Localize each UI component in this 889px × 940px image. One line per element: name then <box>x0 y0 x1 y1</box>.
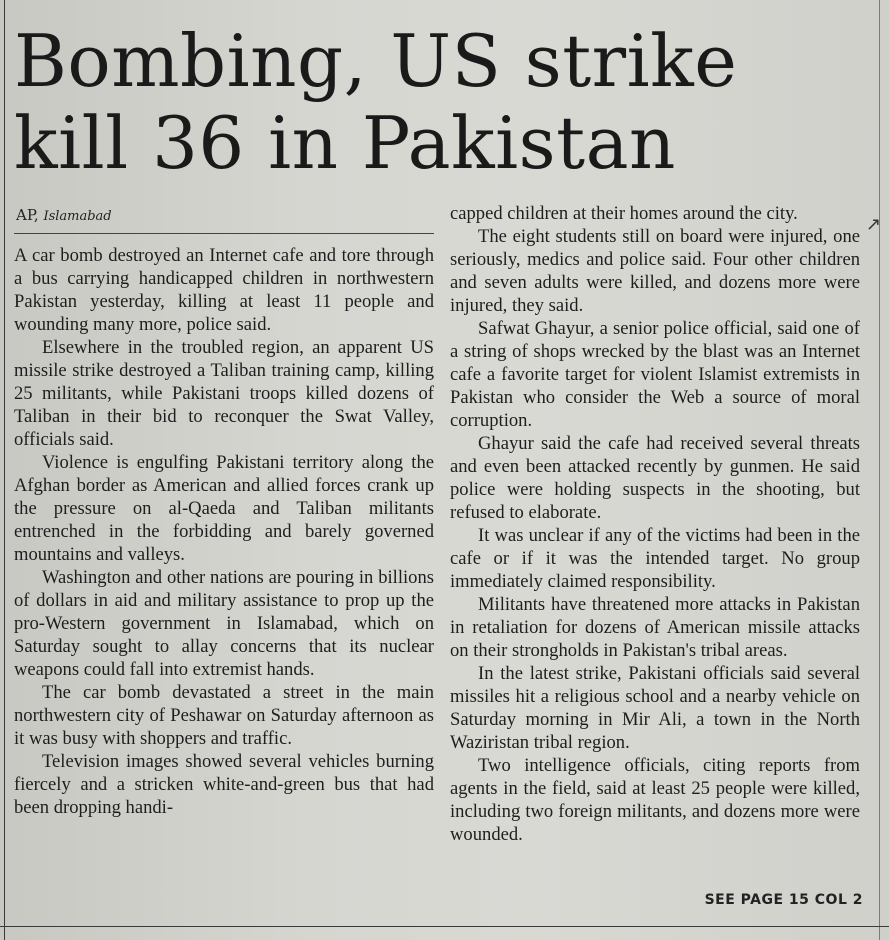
article-column-left <box>14 244 434 819</box>
right-page-edge-rule <box>879 0 880 940</box>
byline-agency: AP, <box>16 206 39 224</box>
paragraph: Elsewhere in the troubled region, an apparent US missile strike destroyed a Taliban training camp, killing 25 militants, while Pakistani troops killed dozens of Taliban in their bid to reconquer the Swat Valley, officials said. <box>14 337 434 450</box>
left-column-rule <box>4 0 5 940</box>
paragraph: The eight students still on board were injured, one seriously, medics and police said. Four other children and seven adults were killed, and dozens more were injured, they said. <box>450 226 860 316</box>
headline-line-2: kill 36 in Pakistan <box>14 101 676 185</box>
paragraph: Ghayur said the cafe had received several threats and even been attacked recently by gunmen. He said police were holding suspects in the shooting, but refused to elaborate. <box>450 433 860 523</box>
byline <box>16 206 112 224</box>
paragraph: Militants have threatened more attacks in Pakistan in retaliation for dozens of American missile attacks on their strongholds in Pakistan's tribal areas. <box>450 594 860 661</box>
byline-rule <box>14 233 434 234</box>
byline-place: Islamabad <box>43 209 112 224</box>
paragraph: It was unclear if any of the victims had been in the cafe or if it was the intended target. No group immediately claimed responsibility. <box>450 525 860 592</box>
paragraph-continuation: capped children at their homes around the city. <box>450 203 798 224</box>
margin-arrow-icon: ↗ <box>866 214 882 235</box>
paragraph: In the latest strike, Pakistani officials said several missiles hit a religious school and a nearby vehicle on Saturday morning in Mir Ali, a town in the North Waziristan tribal region. <box>450 663 860 753</box>
paragraph: Safwat Ghayur, a senior police official, said one of a string of shops wrecked by the blast was an Internet cafe a favorite target for violent Islamist extremists in Pakistan who consider the Web a source of moral corruption. <box>450 318 860 431</box>
article-column-right <box>450 202 860 846</box>
bottom-rule <box>0 926 889 927</box>
paragraph: Two intelligence officials, citing reports from agents in the field, said at least 25 people were killed, including two foreign militants, and dozens more were wounded. <box>450 755 860 845</box>
headline-line-1: Bombing, US strike <box>14 19 738 103</box>
paragraph: The car bomb devastated a street in the main northwestern city of Peshawar on Saturday afternoon as it was busy with shoppers and traffic. <box>14 682 434 749</box>
headline <box>14 20 874 184</box>
continuation-jump-line: SEE PAGE 15 COL 2 <box>704 892 863 908</box>
paragraph: Washington and other nations are pouring in billions of dollars in aid and military assistance to prop up the pro-Western government in Islamabad, which on Saturday sought to allay concerns that its nuclear weapons could fall into extremist hands. <box>14 567 434 680</box>
paragraph: Television images showed several vehicles burning fiercely and a stricken white-and-green bus that had been dropping handi- <box>14 751 434 818</box>
paragraph: Violence is engulfing Pakistani territory along the Afghan border as American and allied forces crank up the pressure on al-Qaeda and Taliban militants entrenched in the forbidding and barely governed mountains and valleys. <box>14 452 434 565</box>
paragraph: A car bomb destroyed an Internet cafe and tore through a bus carrying handicapped children in northwestern Pakistan yesterday, killing at least 11 people and wounding many more, police said. <box>14 245 434 335</box>
